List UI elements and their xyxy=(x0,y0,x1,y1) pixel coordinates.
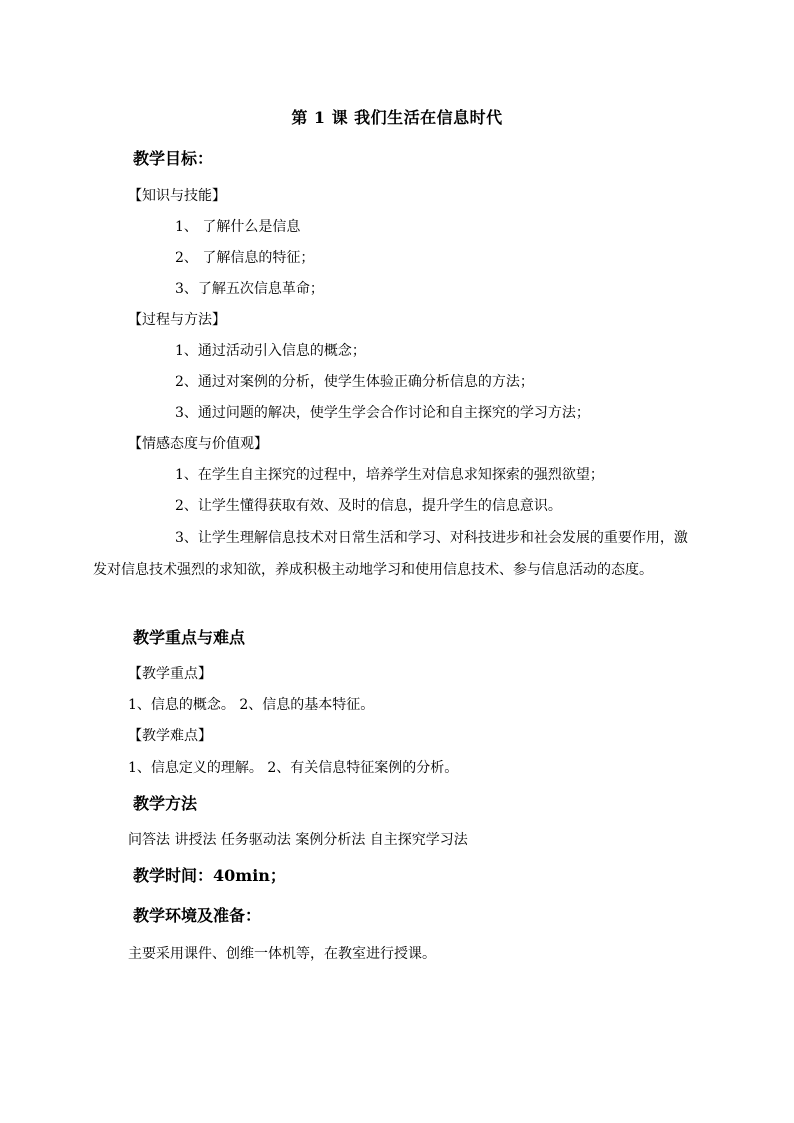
emotion-item-2: 2、让学生懂得获取有效、及时的信息，提升学生的信息意识。 xyxy=(175,498,562,514)
difficulty-text: 1、信息定义的理解。 2、有关信息特征案例的分析。 xyxy=(128,760,459,776)
process-methods-label: 【过程与方法】 xyxy=(128,312,226,328)
emotion-item-3: 3、让学生理解信息技术对日常生活和学习、对科技进步和社会发展的重要作用，激发对信息技术强烈的求知欲，养成积极主动地学习和使用信息技术、参与信息活动的态度。 xyxy=(93,530,688,578)
process-item-1: 1、通过活动引入信息的概念； xyxy=(175,343,366,359)
methods-text: 问答法 讲授法 任务驱动法 案例分析法 自主探究学习法 xyxy=(128,832,468,848)
knowledge-item-2: 2、 了解信息的特征； xyxy=(175,250,315,266)
emotion-item-1: 1、在学生自主探究的过程中，培养学生对信息求知探索的强烈欲望； xyxy=(175,467,604,483)
environment-text: 主要采用课件、创维一体机等，在教室进行授课。 xyxy=(128,946,436,962)
time-heading: 教学时间：40min； xyxy=(133,866,286,885)
knowledge-item-3: 3、了解五次信息革命； xyxy=(175,281,324,297)
focus-text: 1、信息的概念。 2、信息的基本特征。 xyxy=(128,697,375,713)
process-item-2: 2、通过对案例的分析，使学生体验正确分析信息的方法； xyxy=(175,374,534,390)
emotion-values-label: 【情感态度与价值观】 xyxy=(128,436,268,452)
focus-label: 【教学重点】 xyxy=(128,666,212,682)
environment-heading: 教学环境及准备： xyxy=(133,906,262,925)
key-points-heading: 教学重点与难点 xyxy=(133,628,246,647)
difficulty-label: 【教学难点】 xyxy=(128,728,212,744)
page-title: 第 1 课 我们生活在信息时代 xyxy=(291,108,503,127)
methods-heading: 教学方法 xyxy=(133,794,198,813)
process-item-3: 3、通过问题的解决，使学生学会合作讨论和自主探究的学习方法； xyxy=(175,405,590,421)
objectives-heading: 教学目标： xyxy=(133,149,214,168)
knowledge-skills-label: 【知识与技能】 xyxy=(128,188,226,204)
knowledge-item-1: 1、 了解什么是信息 xyxy=(175,219,301,235)
